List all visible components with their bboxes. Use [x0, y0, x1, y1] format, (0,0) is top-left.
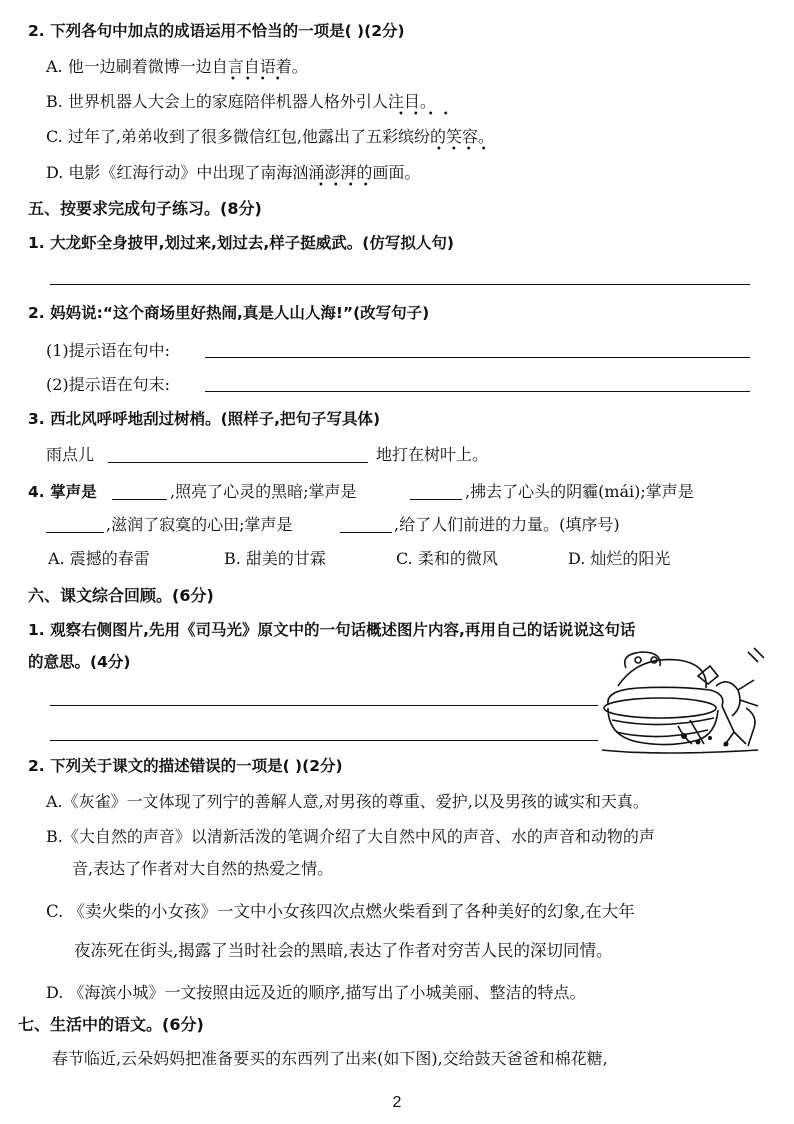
q4-option-d: D. 灿烂的阳光 — [568, 549, 671, 568]
sec5-q4-part2: ,照亮了心灵的黑暗;掌声是 — [170, 482, 357, 501]
fill-blank[interactable] — [410, 499, 462, 500]
q2-option-d: D. 电影《红海行动》中出现了南海汹涌澎湃的画面。 — [46, 163, 421, 182]
sec6-q1-line1: 1. 观察右侧图片,先用《司马光》原文中的一句话概述图片内容,再用自己的话说说这句话 — [28, 621, 636, 639]
sec5-q3-prefix: 雨点儿 — [46, 445, 95, 464]
q2-option-b: B. 世界机器人大会上的家庭陪伴机器人格外引人注目。 — [46, 92, 436, 111]
sec5-q3: 3. 西北风呼呼地刮过树梢。(照样子,把句子写具体) — [28, 410, 381, 428]
sec6-q2-option-d: D. 《海滨小城》一文按照由远及近的顺序,描写出了小城美丽、整洁的特点。 — [46, 983, 586, 1002]
answer-line[interactable] — [50, 740, 598, 741]
sec6-q1-line2: 的意思。(4分) — [28, 653, 131, 671]
sec6-q2-option-b-line1: B.《大自然的声音》以清新活泼的笔调介绍了大自然中风的声音、水的声音和动物的声 — [46, 827, 655, 846]
answer-line[interactable] — [50, 284, 750, 285]
sec6-q2: 2. 下列关于课文的描述错误的一项是( )(2分) — [28, 757, 343, 775]
sec5-q4-part1: 4. 掌声是 — [28, 483, 97, 501]
sec5-q4-part5: ,给了人们前进的力量。(填序号) — [394, 515, 620, 534]
fill-blank[interactable] — [340, 532, 392, 533]
sec5-q3-suffix: 地打在树叶上。 — [376, 445, 489, 464]
section-6-title: 六、课文综合回顾。(6分) — [28, 586, 214, 605]
answer-line[interactable] — [205, 357, 750, 358]
emphasis-dots: •••• — [318, 180, 378, 191]
sec5-q2: 2. 妈妈说:“这个商场里好热闹,真是人山人海!”(改写句子) — [28, 304, 430, 322]
sec5-q2b-label: (2)提示语在句末: — [46, 375, 171, 394]
sec6-q2-option-a: A.《灰雀》一文体现了列宁的善解人意,对男孩的尊重、爱护,以及男孩的诚实和天真。 — [46, 792, 649, 811]
q4-option-b: B. 甜美的甘霖 — [224, 549, 326, 568]
page-number: 2 — [392, 1094, 402, 1111]
sima-guang-illustration — [598, 646, 768, 758]
answer-line[interactable] — [205, 391, 750, 392]
q2-stem: 2. 下列各句中加点的成语运用不恰当的一项是( )(2分) — [28, 22, 405, 40]
sec5-q4-part4: ,滋润了寂寞的心田;掌声是 — [106, 515, 293, 534]
q2-option-a: A. 他一边刷着微博一边自言自语着。 — [46, 57, 308, 76]
q2-option-c: C. 过年了,弟弟收到了很多微信红包,他露出了五彩缤纷的笑容。 — [46, 127, 495, 146]
section-7-title: 七、生活中的语文。(6分) — [18, 1015, 204, 1034]
answer-line[interactable] — [50, 705, 598, 706]
sec5-q2a-label: (1)提示语在句中: — [46, 341, 171, 360]
sec5-q1: 1. 大龙虾全身披甲,划过来,划过去,样子挺威武。(仿写拟人句) — [28, 234, 454, 252]
q4-option-c: C. 柔和的微风 — [396, 549, 498, 568]
sec5-q4-part3: ,拂去了心头的阴霾(mái);掌声是 — [465, 482, 694, 501]
emphasis-dots: •••• — [436, 144, 496, 155]
sec6-q2-option-c-line1: C. 《卖火柴的小女孩》一文中小女孩四次点燃火柴看到了各种美好的幻象,在大年 — [46, 902, 635, 921]
sec6-q2-option-b-line2: 音,表达了作者对大自然的热爱之情。 — [72, 859, 334, 878]
fill-blank[interactable] — [112, 499, 167, 500]
answer-line[interactable] — [108, 462, 368, 463]
section-5-title: 五、按要求完成句子练习。(8分) — [28, 199, 262, 218]
emphasis-dots: •••• — [398, 109, 458, 120]
sec6-q2-option-c-line2: 夜冻死在街头,揭露了当时社会的黑暗,表达了作者对穷苦人民的深切同情。 — [74, 941, 613, 960]
fill-blank[interactable] — [46, 532, 104, 533]
q4-option-a: A. 震撼的春雷 — [48, 549, 150, 568]
sec7-paragraph: 春节临近,云朵妈妈把准备要买的东西列了出来(如下图),交给鼓天爸爸和棉花糖, — [52, 1049, 608, 1068]
emphasis-dots: •••• — [230, 74, 290, 85]
